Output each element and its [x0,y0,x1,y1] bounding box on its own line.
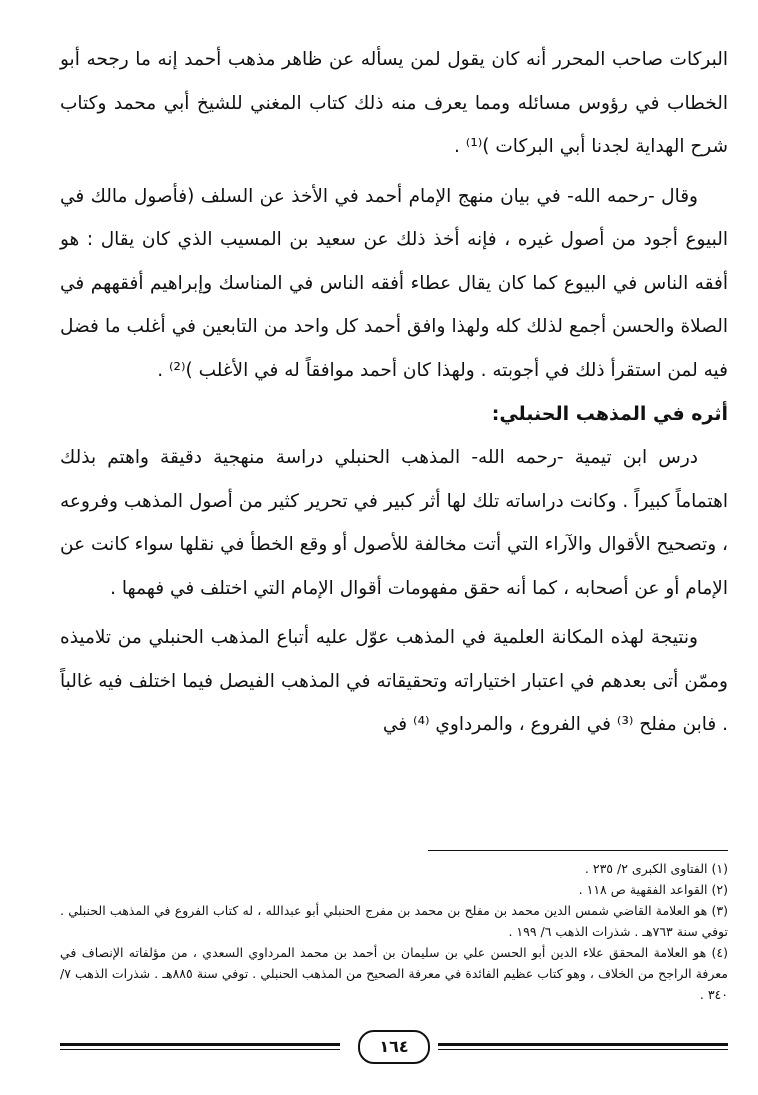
page-footer [60,1028,728,1068]
paragraph-quote-ahmad-method: وقال -رحمه الله- في بيان منهج الإمام أحمد في الأخذ عن السلف (فأصول مالك في البيوع أجود من أصول غيره ، فإنه أخذ ذلك عن سعيد بن المسيب الذي كان يقال : هو أفقه الناس في البيوع كما كان يقال عطاء أفقه الناس في المناسك وإبراهيم أفقههم في الصلاة والحسن أجمع لذلك كله ولهذا وافق أحمد كل واحد من التابعين في أغلب ما فضل فيه لمن استقرأ ذلك في أجوبته . ولهذا كان أحمد موافقاً له في الأغلب )⁽²⁾ . [60,185,728,381]
footer-rule-left [60,1043,340,1046]
paragraph-study-of-madhhab: درس ابن تيمية -رحمه الله- المذهب الحنبلي دراسة منهجية دقيقة واهتم بذلك اهتماماً كبيراً . وكانت دراساته تلك لها أثر كبير في تحرير كثير من أصول المذهب وفروعه ، وتصحيح الأقوال والآراء التي أتت مخالفة للأصول أو وقع الخطأ في نقلها سواء كانت عن الإمام أو عن أصحابه ، كما أنه حقق مفهومات أقوال الإمام التي اختلف في فهمها . [60,447,728,599]
paragraph-reliance-on-ibn-taymiyya: ونتيجة لهذه المكانة العلمية في المذهب عوّل عليه أتباع المذهب الحنبلي من تلاميذه وممّن أتى بعدهم في اعتبار اختياراته وتحقيقاته في المذهب الفيصل فيما اختلف فيه غالباً . فابن مفلح ⁽³⁾ في الفروع ، والمرداوي ⁽⁴⁾ في [60,627,728,735]
footnote-1: (١) الفتاوى الكبرى ٢/ ٢٣٥ . [584,861,728,876]
footnotes-list [60,858,728,1005]
footnote-2: (٢) القواعد الفقهية ص ١١٨ . [578,882,728,897]
footnote-4: (٤) هو العلامة المحقق علاء الدين أبو الحسن علي بن سليمان بن أحمد بن محمد المرداوي السعدي ، من مؤلفاته الإنصاف في معرفة الراجح من الخلاف ، وهو كتاب عظيم الفائدة في معرفة الصحيح من المذهب الحنبلي . توفي سنة ٨٨٥هـ . شذرات الذهب ٧/ ٣٤٠ . [60,945,728,1002]
page-body [60,38,728,1095]
footer-rule-left-thin [60,1049,340,1050]
page-number: ١٦٤ [358,1030,430,1064]
section-heading: أثره في المذهب الحنبلي: [491,403,728,425]
footer-rule-right [438,1043,728,1046]
footnote-3: (٣) هو العلامة القاضي شمس الدين محمد بن مفلح بن محمد بن مفرج الحنبلي أبو عبدالله ، له كتاب الفروع في المذهب الحنبلي . توفي سنة ٧٦٣هـ . شذرات الذهب ٦/ ١٩٩ . [60,903,728,939]
paragraph-continuation: البركات صاحب المحرر أنه كان يقول لمن يسأله عن ظاهر مذهب أحمد إنه ما رجحه أبو الخطاب في رؤوس مسائله ومما يعرف منه ذلك كتاب المغني للشيخ أبي محمد وكتاب شرح الهداية لجدنا أبي البركات )⁽¹⁾ . [60,49,728,157]
footer-rule-right-thin [438,1049,728,1050]
footnote-separator [428,850,728,851]
